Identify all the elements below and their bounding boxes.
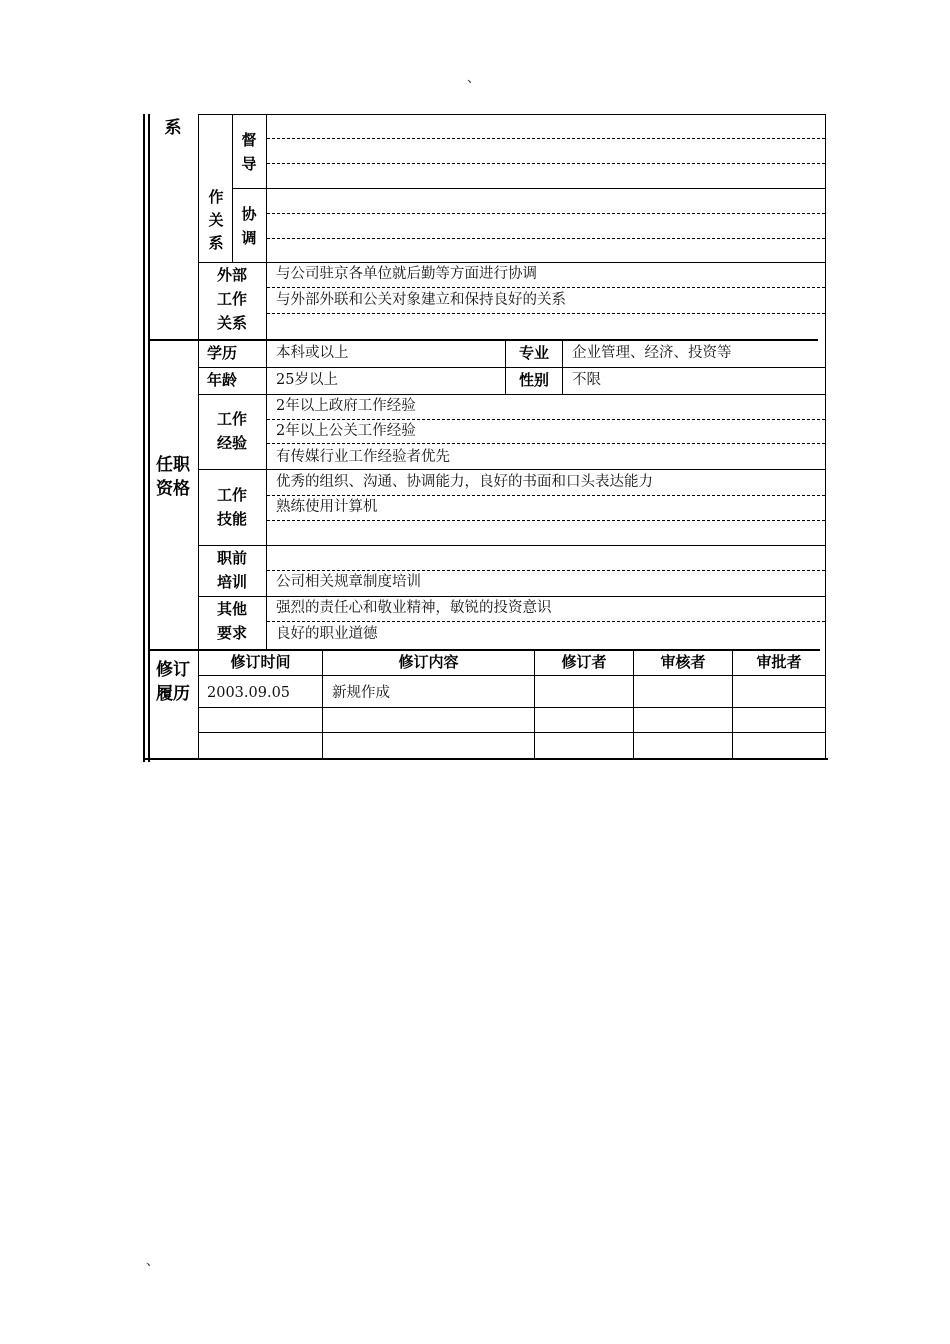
gender-label: 性别 (518, 371, 549, 389)
revision-header-reviewer: 审核者 (660, 653, 706, 671)
experience-item-1: 2年以上政府工作经验 (276, 398, 416, 414)
revision-header-approver: 审批者 (756, 653, 802, 671)
revision-header-reviser: 修订者 (561, 653, 607, 671)
coordinate-label: 协调 (241, 205, 257, 247)
external-item-1: 与公司驻京各单位就后勤等方面进行协调 (276, 266, 537, 282)
age-label: 年龄 (207, 371, 238, 389)
gender-value: 不限 (572, 372, 601, 388)
table-left-border-inner (148, 114, 150, 762)
skills-line-2 (267, 520, 825, 521)
experience-item-3: 有传媒行业工作经验者优先 (276, 449, 450, 465)
major-label: 专业 (518, 344, 549, 362)
revision-row-1-content: 新规作成 (332, 685, 390, 701)
coordinate-line-2 (267, 238, 825, 239)
age-value: 25岁以上 (276, 372, 338, 388)
relations-section-label: 系 (164, 118, 182, 138)
internal-relations-label: 作关系 (208, 188, 224, 252)
supervise-bottom-border (232, 188, 826, 189)
external-relations-label: 外部 工作 关系 (216, 266, 247, 332)
revision-row-1-bottom (198, 707, 826, 708)
job-description-table (143, 114, 828, 762)
major-value-divider (562, 341, 563, 395)
table-bottom-border (143, 758, 828, 760)
experience-label: 工作 经验 (216, 410, 247, 452)
revision-row-2-bottom (198, 732, 826, 733)
revision-section-label: 修订履历 (156, 660, 190, 704)
experience-item-2: 2年以上公关工作经验 (276, 423, 416, 439)
revision-header-time: 修订时间 (230, 653, 291, 671)
supervise-line-2 (267, 163, 825, 164)
supervise-line-1 (267, 138, 825, 139)
other-item-1: 强烈的责任心和敬业精神，敏锐的投资意识 (276, 600, 552, 616)
training-item-2: 公司相关规章制度培训 (276, 574, 421, 590)
table-left-border (143, 114, 145, 762)
external-line-2 (267, 313, 825, 314)
coordinate-line-1 (267, 213, 825, 214)
qualifications-section-label: 任职资格 (156, 455, 190, 499)
bottom-mark: 、 (146, 1254, 160, 1269)
education-label: 学历 (207, 344, 238, 362)
table-top-border (198, 114, 826, 115)
skills-bottom (198, 545, 826, 546)
supervise-label: 督导 (241, 131, 257, 173)
table-right-border (825, 114, 826, 760)
external-item-2: 与外部外联和公关对象建立和保持良好的关系 (276, 292, 566, 308)
revision-header-bottom (198, 675, 826, 676)
training-label: 职前 培训 (216, 549, 247, 591)
revision-row-1-time: 2003.09.05 (207, 685, 291, 701)
revision-header-content: 修订内容 (398, 653, 459, 671)
major-value: 企业管理、经济、投资等 (572, 345, 732, 361)
skills-item-1: 优秀的组织、沟通、协调能力，良好的书面和口头表达能力 (276, 474, 653, 490)
education-value: 本科或以上 (276, 345, 349, 361)
other-label: 其他 要求 (216, 600, 247, 642)
skills-label: 工作 技能 (216, 486, 247, 528)
top-mark: 、 (467, 71, 481, 86)
experience-line-2 (267, 443, 825, 444)
skills-item-2: 熟练使用计算机 (276, 499, 378, 515)
other-item-2: 良好的职业道德 (276, 626, 378, 642)
